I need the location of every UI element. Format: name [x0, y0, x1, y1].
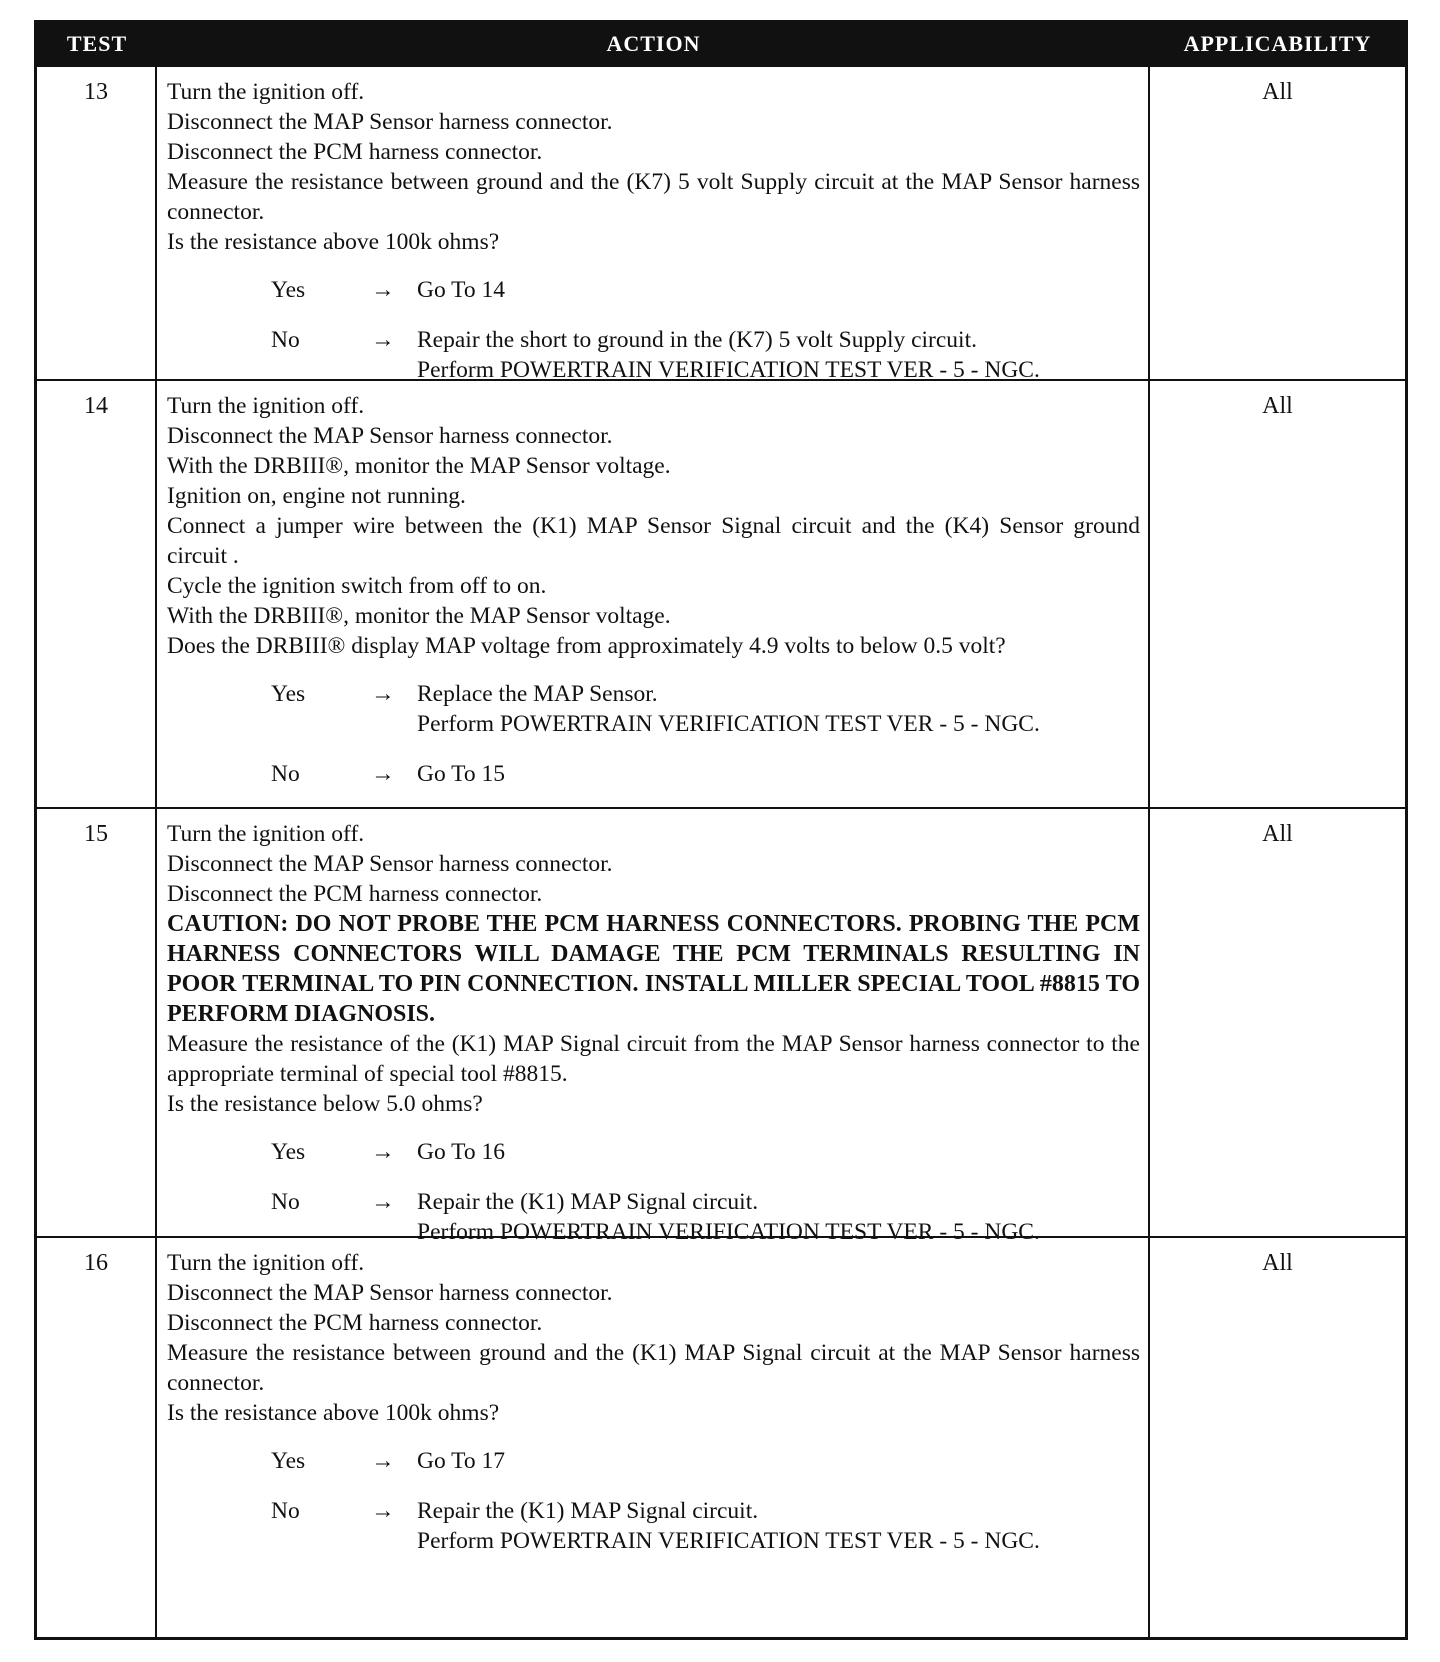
- outcome-label: No: [271, 1189, 300, 1215]
- action-cell: [157, 67, 1150, 383]
- outcome-text: [417, 759, 1140, 789]
- test-row-13: [37, 65, 1405, 383]
- action-step: Measure the resistance of the (K1) MAP Signal circuit from the MAP Sensor harness connector to the appropriate terminal of special tool #8815.: [167, 1031, 1140, 1087]
- outcome-line: Go To 16: [417, 1139, 506, 1165]
- outcome-yes: [271, 679, 1140, 739]
- outcome-text: [417, 1446, 1140, 1476]
- applicability-cell: All: [1262, 79, 1293, 105]
- outcome-label: Yes: [271, 1139, 306, 1165]
- action-cell: [157, 809, 1150, 1245]
- arrow-icon: →: [371, 1189, 395, 1215]
- test-row-15: [37, 807, 1405, 1245]
- action-step: Disconnect the MAP Sensor harness connector.: [167, 1280, 613, 1306]
- outcome-line: Perform POWERTRAIN VERIFICATION TEST VER - 5 - NGC.: [417, 1219, 1040, 1245]
- outcome-line: Replace the MAP Sensor.: [417, 681, 658, 707]
- action-step: Turn the ignition off.: [167, 79, 365, 105]
- outcome-no: [271, 759, 1140, 789]
- outcome-line: Repair the (K1) MAP Signal circuit.: [417, 1498, 759, 1524]
- action-step: Is the resistance below 5.0 ohms?: [167, 1091, 483, 1117]
- outcome-yes: [271, 275, 1140, 305]
- header-test: TEST: [66, 31, 128, 56]
- action-step: Connect a jumper wire between the (K1) MAP Sensor Signal circuit and the (K4) Sensor ground circuit .: [167, 513, 1140, 569]
- action-step: With the DRBIII®, monitor the MAP Sensor voltage.: [167, 603, 671, 629]
- outcome-line: Perform POWERTRAIN VERIFICATION TEST VER - 5 - NGC.: [417, 357, 1040, 383]
- outcome-yes: [271, 1446, 1140, 1476]
- outcome-yes: [271, 1137, 1140, 1167]
- outcome-text: [417, 275, 1140, 305]
- outcome-line: Perform POWERTRAIN VERIFICATION TEST VER - 5 - NGC.: [417, 711, 1040, 737]
- action-step: Turn the ignition off.: [167, 393, 365, 419]
- test-number: 15: [37, 809, 157, 1236]
- action-step: Disconnect the MAP Sensor harness connector.: [167, 109, 613, 135]
- outcome-no: [271, 1496, 1140, 1556]
- arrow-icon: →: [371, 1448, 395, 1474]
- action-step: With the DRBIII®, monitor the MAP Sensor voltage.: [167, 453, 671, 479]
- arrow-icon: →: [371, 327, 395, 353]
- action-cell: [157, 381, 1150, 807]
- outcome-label: Yes: [271, 681, 306, 707]
- arrow-icon: →: [371, 681, 395, 707]
- outcome-text: [417, 1496, 1140, 1556]
- test-row-14: [37, 379, 1405, 807]
- applicability-cell: All: [1262, 821, 1293, 847]
- outcome-line: Go To 15: [417, 761, 506, 787]
- outcome-text: [417, 679, 1140, 739]
- test-number: 14: [37, 381, 157, 807]
- outcome-line: Repair the short to ground in the (K7) 5 volt Supply circuit.: [417, 327, 977, 353]
- arrow-icon: →: [371, 277, 395, 303]
- outcome-label: Yes: [271, 277, 306, 303]
- outcome-label: No: [271, 761, 300, 787]
- outcome-no: [271, 325, 1140, 385]
- table-header: [37, 23, 1405, 65]
- header-action: ACTION: [606, 31, 701, 56]
- outcome-line: Go To 14: [417, 277, 506, 303]
- outcome-text: [417, 1137, 1140, 1167]
- action-step: Measure the resistance between ground and the (K7) 5 volt Supply circuit at the MAP Sensor harness connector.: [167, 169, 1140, 225]
- outcome-line: Go To 17: [417, 1448, 506, 1474]
- outcome-text: [417, 325, 1140, 385]
- header-applicability: APPLICABILITY: [1183, 31, 1372, 56]
- test-row-16: [37, 1236, 1405, 1637]
- diagnostic-test-table: [34, 20, 1408, 1640]
- outcome-label: No: [271, 327, 300, 353]
- outcome-line: Perform POWERTRAIN VERIFICATION TEST VER - 5 - NGC.: [417, 1528, 1040, 1554]
- arrow-icon: →: [371, 1498, 395, 1524]
- action-step: Cycle the ignition switch from off to on.: [167, 573, 547, 599]
- action-step: Disconnect the MAP Sensor harness connector.: [167, 851, 613, 877]
- applicability-cell: All: [1262, 1250, 1293, 1276]
- caution-text: CAUTION: DO NOT PROBE THE PCM HARNESS CONNECTORS. PROBING THE PCM HARNESS CONNECTORS WILL DAMAGE THE PCM TERMINALS RESULTING IN POOR TERMINAL TO PIN CONNECTION. INSTALL MILLER SPECIAL TOOL #8815 TO PERFORM DIAGNOSIS.: [167, 911, 1140, 1027]
- action-step: Ignition on, engine not running.: [167, 483, 466, 509]
- outcome-label: Yes: [271, 1448, 306, 1474]
- action-step: Does the DRBIII® display MAP voltage from approximately 4.9 volts to below 0.5 volt?: [167, 633, 1006, 659]
- action-step: Is the resistance above 100k ohms?: [167, 229, 500, 255]
- action-step: Disconnect the PCM harness connector.: [167, 1310, 543, 1336]
- action-step: Turn the ignition off.: [167, 1250, 365, 1276]
- test-number: 16: [37, 1238, 157, 1637]
- action-step: Disconnect the MAP Sensor harness connector.: [167, 423, 613, 449]
- action-step: Is the resistance above 100k ohms?: [167, 1400, 500, 1426]
- outcome-line: Repair the (K1) MAP Signal circuit.: [417, 1189, 759, 1215]
- action-cell: [157, 1238, 1150, 1637]
- applicability-cell: All: [1262, 393, 1293, 419]
- arrow-icon: →: [371, 1139, 395, 1165]
- action-step: Disconnect the PCM harness connector.: [167, 881, 543, 907]
- action-step: Turn the ignition off.: [167, 821, 365, 847]
- outcome-label: No: [271, 1498, 300, 1524]
- arrow-icon: →: [371, 761, 395, 787]
- action-step: Measure the resistance between ground and the (K1) MAP Signal circuit at the MAP Sensor harness connector.: [167, 1340, 1140, 1396]
- test-number: 13: [37, 67, 157, 379]
- action-step: Disconnect the PCM harness connector.: [167, 139, 543, 165]
- caution-warning: [167, 909, 1140, 1029]
